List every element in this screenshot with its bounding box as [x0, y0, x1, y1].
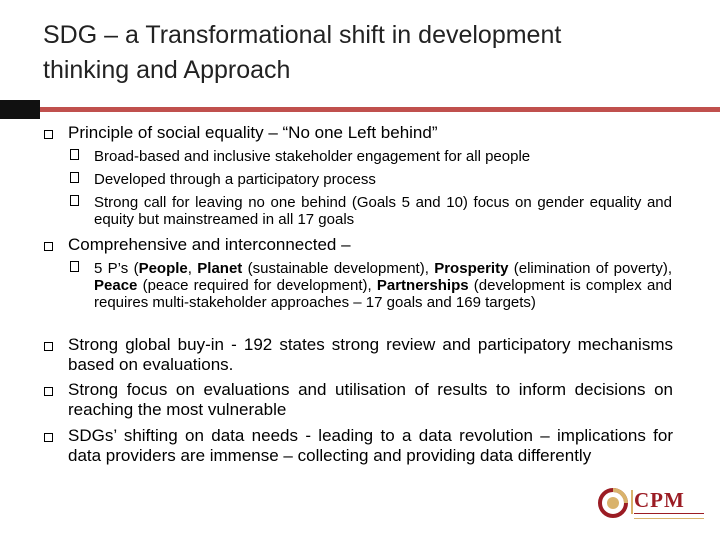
- bullet-box-icon: [44, 342, 53, 351]
- bullet-2: Comprehensive and interconnected –: [68, 235, 351, 254]
- sub-bullet-icon: [70, 261, 79, 272]
- title-line-1: SDG – a Transformational shift in development: [43, 21, 562, 49]
- title-rule-accent: [40, 107, 720, 112]
- sub-bullet-icon: [70, 172, 79, 183]
- bullet-1: Principle of social equality – “No one Left behind”: [68, 123, 438, 142]
- bullet-3: Strong global buy-in - 192 states strong review and participatory mechanisms based on evaluations.: [68, 335, 673, 374]
- bullet-box-icon: [44, 130, 53, 139]
- logo-underline: [634, 513, 704, 519]
- logo-separator: [631, 490, 633, 514]
- sub-bullet-icon: [70, 195, 79, 206]
- cpm-logo-emblem: [596, 486, 630, 520]
- bullet-1-sub-3: Strong call for leaving no one behind (Goals 5 and 10) focus on gender equality and equity but mainstreamed in all 17 goals: [94, 194, 672, 228]
- sub-bullet-icon: [70, 149, 79, 160]
- bullet-box-icon: [44, 242, 53, 251]
- bullet-box-icon: [44, 387, 53, 396]
- bullet-2-sub-1: 5 P’s (People, Planet (sustainable development), Prosperity (elimination of poverty), Peace (peace required for development), Partnerships (development is complex and requires multi-stakeholder approaches – 17 goals and 169 targets): [94, 260, 673, 311]
- slide-title: [43, 18, 683, 88]
- bullet-1-sub-2: Developed through a participatory process: [94, 171, 376, 188]
- bullet-1-sub-1: Broad-based and inclusive stakeholder engagement for all people: [94, 148, 531, 165]
- bullet-4: Strong focus on evaluations and utilisation of results to inform decisions on reaching the most vulnerable: [68, 380, 673, 419]
- logo-text: CPM: [634, 488, 685, 512]
- title-line-2: thinking and Approach: [43, 56, 291, 84]
- title-rule-block: [0, 100, 40, 119]
- cpm-logo: [596, 486, 706, 522]
- bullet-box-icon: [44, 433, 53, 442]
- bullet-5: SDGs’ shifting on data needs - leading to a data revolution – implications for data providers are immense – collecting and providing data differently: [68, 426, 673, 465]
